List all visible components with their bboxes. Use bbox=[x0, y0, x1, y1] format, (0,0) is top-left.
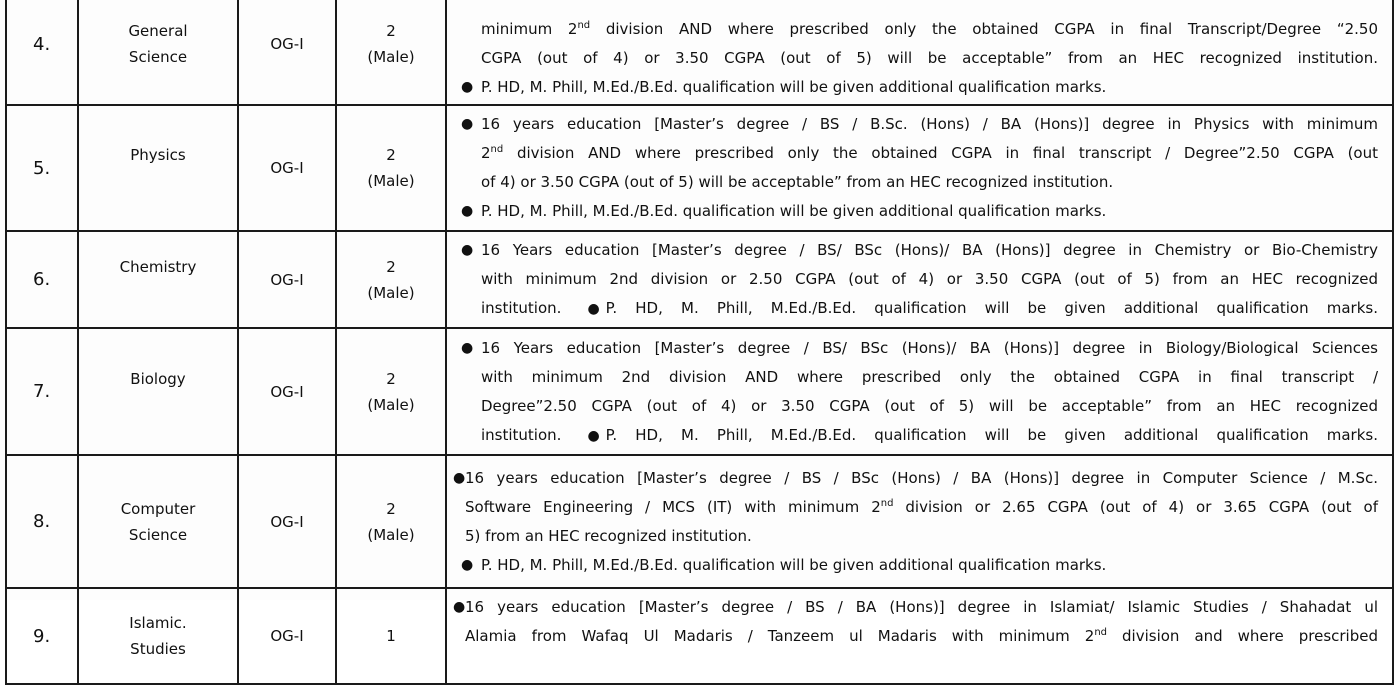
grade-cell: OG-I bbox=[238, 0, 336, 105]
subject-name: Physics bbox=[130, 146, 186, 164]
qualification-cell bbox=[446, 0, 1393, 105]
subject-name: Science bbox=[128, 525, 188, 544]
qualification-line: Software Engineering / MCS (IT) with minimum 2nd division or 2.65 CGPA (out of 4) or 3.65 CGPA (out of bbox=[465, 497, 1378, 516]
qualification-cell bbox=[446, 328, 1393, 455]
grade-cell: OG-I bbox=[238, 328, 336, 455]
bullet-icon: ● bbox=[461, 556, 474, 573]
qualification-line bbox=[447, 0, 1378, 15]
qualification-line: Degree”2.50 CGPA (out of 4) or 3.50 CGPA (out of 5) will be acceptable” from an HEC recognized bbox=[481, 396, 1378, 415]
qualification-line: ● 16 years education [Master’s degree / BS / BSc (Hons) / BA (Hons)] degree in Computer Science / M.Sc. bbox=[447, 464, 1378, 493]
table-row bbox=[6, 0, 1393, 105]
subject-cell bbox=[78, 455, 238, 588]
table-row bbox=[6, 328, 1393, 455]
posts-cell bbox=[336, 0, 446, 105]
qualification-cell bbox=[446, 105, 1393, 231]
serial-number: 4. bbox=[6, 0, 78, 105]
gender-label: (Male) bbox=[367, 525, 415, 544]
posts-cell bbox=[336, 105, 446, 231]
subject-cell bbox=[78, 105, 238, 231]
subject-cell bbox=[78, 328, 238, 455]
gender-label: (Male) bbox=[367, 172, 415, 190]
gender-label: (Male) bbox=[367, 395, 415, 414]
bullet-icon: ● bbox=[587, 427, 600, 444]
bullet-icon: ● bbox=[453, 598, 466, 615]
qualification-line: ● P. HD, M. Phill, M.Ed./B.Ed. qualification will be given additional qualification marks. bbox=[447, 551, 1378, 580]
qualification-line: ● 16 Years education [Master’s degree / BS/ BSc (Hons)/ BA (Hons)] degree in Biology/Biological Sciences bbox=[447, 334, 1378, 363]
subject-name: Chemistry bbox=[119, 257, 197, 276]
qualification-line: 5) from an HEC recognized institution. bbox=[465, 526, 752, 545]
gender-label: (Male) bbox=[367, 48, 415, 66]
qualification-line: Alamia from Wafaq Ul Madaris / Tanzeem ul Madaris with minimum 2nd division and where prescribed bbox=[465, 626, 1378, 645]
post-count: 2 bbox=[386, 499, 396, 518]
qualification-line: with minimum 2nd division or 2.50 CGPA (out of 4) or 3.50 CGPA (out of 5) from an HEC recognized bbox=[481, 270, 1378, 288]
qualification-line: with minimum 2nd division AND where prescribed only the obtained CGPA in final transcript / bbox=[481, 367, 1378, 386]
table-row bbox=[6, 588, 1393, 684]
qualification-line: of 4) or 3.50 CGPA (out of 5) will be acceptable” from an HEC recognized institution. bbox=[481, 173, 1114, 191]
serial-number: 8. bbox=[6, 455, 78, 588]
grade-cell: OG-I bbox=[238, 455, 336, 588]
post-count: 2 bbox=[386, 146, 396, 164]
table-row bbox=[6, 231, 1393, 328]
post-count: 2 bbox=[386, 369, 396, 388]
qualification-line: 2nd division AND where prescribed only the obtained CGPA in final transcript / Degree”2.50 CGPA (out bbox=[481, 144, 1378, 162]
qualification-cell bbox=[446, 231, 1393, 328]
bullet-icon: ● bbox=[461, 203, 474, 219]
subject-name: Computer bbox=[120, 499, 196, 518]
serial-number: 5. bbox=[6, 105, 78, 231]
qualification-line: ● 16 years education [Master’s degree / BS / B.Sc. (Hons) / BA (Hons)] degree in Physics with minimum bbox=[447, 110, 1378, 139]
table-row bbox=[6, 105, 1393, 231]
post-count: 2 bbox=[386, 257, 396, 276]
grade-cell: OG-I bbox=[238, 105, 336, 231]
grade-cell: OG-I bbox=[238, 231, 336, 328]
subject-name: General bbox=[128, 22, 188, 40]
bullet-icon: ● bbox=[453, 469, 466, 486]
gender-label: (Male) bbox=[367, 283, 415, 302]
subject-name: Science bbox=[128, 48, 188, 66]
qualification-line: ● P. HD, M. Phill, M.Ed./B.Ed. qualification will be given additional qualification marks. bbox=[447, 73, 1378, 102]
qualification-cell bbox=[446, 455, 1393, 588]
qualification-line: institution. ● P. HD, M. Phill, M.Ed./B.Ed. qualification will be given additional qualification marks. bbox=[447, 421, 1378, 450]
serial-number: 9. bbox=[6, 588, 78, 684]
qualification-cell bbox=[446, 588, 1393, 684]
qualification-line: minimum 2nd division AND where prescribed only the obtained CGPA in final Transcript/Degree “2.50 bbox=[481, 20, 1378, 38]
posts-cell bbox=[336, 231, 446, 328]
serial-number: 6. bbox=[6, 231, 78, 328]
qualification-line: CGPA (out of 4) or 3.50 CGPA (out of 5) will be acceptable” from an HEC recognized institution. bbox=[481, 49, 1378, 67]
posts-cell bbox=[336, 328, 446, 455]
post-count: 1 bbox=[386, 627, 396, 645]
qualification-line: ● P. HD, M. Phill, M.Ed./B.Ed. qualification will be given additional qualification marks. bbox=[447, 197, 1378, 226]
subject-cell bbox=[78, 231, 238, 328]
table-row bbox=[6, 455, 1393, 588]
bullet-icon: ● bbox=[461, 339, 474, 356]
bullet-icon: ● bbox=[587, 301, 600, 317]
subject-name: Islamic. bbox=[129, 614, 187, 632]
subject-name: Studies bbox=[130, 640, 186, 658]
qualification-line: ● 16 Years education [Master’s degree / BS/ BSc (Hons)/ BA (Hons)] degree in Chemistry or Bio-Chemistry bbox=[447, 236, 1378, 265]
subject-cell bbox=[78, 0, 238, 105]
posts-cell bbox=[336, 588, 446, 684]
posts-cell bbox=[336, 455, 446, 588]
bullet-icon: ● bbox=[461, 79, 474, 95]
grade-cell: OG-I bbox=[238, 588, 336, 684]
qualification-line bbox=[447, 651, 1378, 680]
bullet-icon: ● bbox=[461, 242, 474, 258]
post-count: 2 bbox=[386, 22, 396, 40]
qualification-line: institution. ● P. HD, M. Phill, M.Ed./B.Ed. qualification will be given additional qualification marks. bbox=[447, 294, 1378, 323]
subject-name: Biology bbox=[130, 369, 186, 388]
serial-number: 7. bbox=[6, 328, 78, 455]
qualification-line: ● 16 years education [Master’s degree / BS / BA (Hons)] degree in Islamiat/ Islamic Studies / Shahadat ul bbox=[447, 593, 1378, 622]
subject-cell bbox=[78, 588, 238, 684]
vacancy-table bbox=[5, 0, 1394, 685]
bullet-icon: ● bbox=[461, 116, 474, 132]
